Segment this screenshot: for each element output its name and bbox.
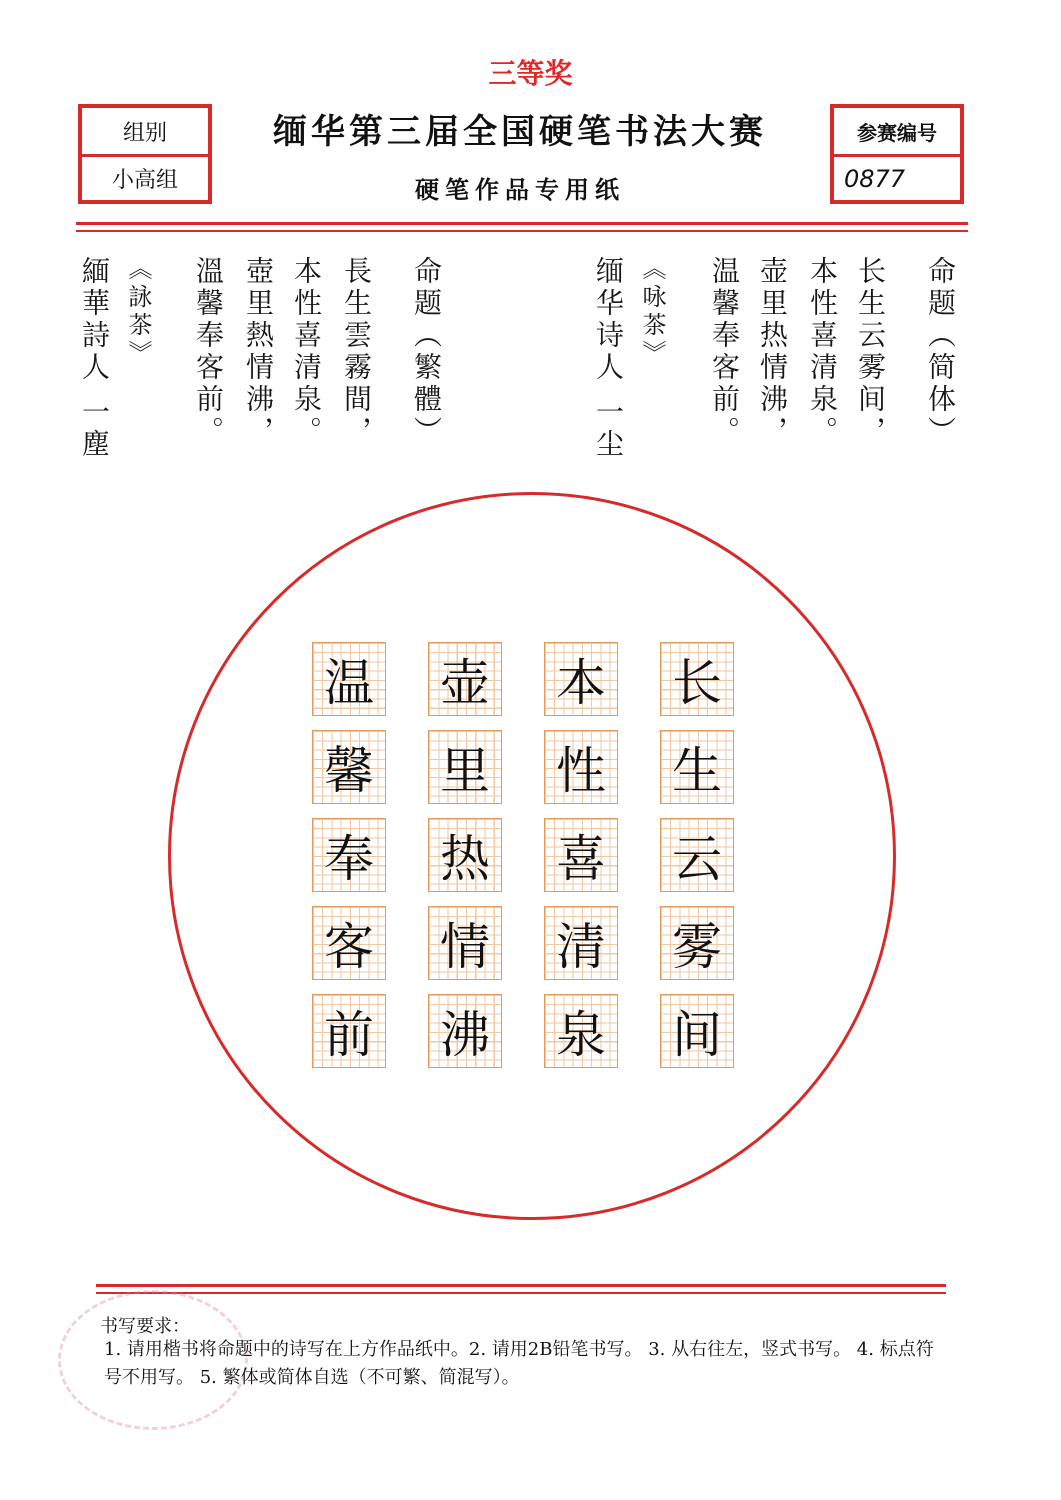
footer-divider-bottom [96,1292,946,1294]
simplified-line-2: 本性喜清泉。 [806,256,839,448]
group-label: 组别 [122,120,167,146]
contest-title: 缅华第三届全国硬笔书法大赛 [273,112,767,152]
artwork-column-1 [660,642,734,1068]
paper-subtitle: 硬笔作品专用纸 [415,176,625,204]
grid-cell: 泉 [544,994,618,1068]
group-value: 小高组 [82,154,208,200]
artwork-column-3 [428,642,502,1068]
grid-cell: 壶 [428,642,502,716]
traditional-line-4: 溫馨奉客前。 [192,256,225,448]
traditional-poem-title: 《詠茶》 [124,256,152,368]
grid-cell: 喜 [544,818,618,892]
entry-box [830,104,964,204]
simplified-heading: 命题（简体） [924,256,957,448]
requirements-body: 1. 请用楷书将命题中的诗写在上方作品纸中。2. 请用2B铅笔书写。 3. 从右往左，竖式书写。 4. 标点符号不用写。 5. 繁体或简体自选（不可繁、简混写）。 [104,1339,934,1388]
footer-divider-top [96,1284,946,1287]
artwork-column-2 [544,642,618,1068]
artwork-column-4 [312,642,386,1068]
traditional-line-3: 壺里熱情沸， [242,256,275,448]
grid-cell: 里 [428,730,502,804]
grid-cell: 温 [312,642,386,716]
traditional-line-1: 長生雲霧間， [340,256,373,448]
traditional-author: 緬華詩人 一塵 [78,256,111,461]
traditional-heading: 命题（繁體） [410,256,443,448]
header-divider-top [76,222,968,225]
grid-cell: 间 [660,994,734,1068]
grid-cell: 云 [660,818,734,892]
entry-label: 参赛编号 [857,120,937,145]
grid-cell: 沸 [428,994,502,1068]
artwork-circle [168,492,896,1220]
grid-cell: 清 [544,906,618,980]
grid-cell: 性 [544,730,618,804]
entry-number: 0877 [834,154,960,200]
grid-cell: 长 [660,642,734,716]
header-divider-bottom [76,230,968,232]
grid-cell: 奉 [312,818,386,892]
grid-cell: 生 [660,730,734,804]
grid-cell: 客 [312,906,386,980]
group-box [78,104,212,204]
simplified-author: 缅华诗人 一尘 [592,256,625,461]
simplified-line-1: 长生云雾间， [854,256,887,448]
simplified-poem-title: 《咏茶》 [638,256,666,368]
simplified-line-3: 壶里热情沸， [756,256,789,448]
traditional-line-2: 本性喜清泉。 [290,256,323,448]
requirements-title: 书写要求： [100,1316,190,1337]
grid-cell: 热 [428,818,502,892]
grid-cell: 本 [544,642,618,716]
grid-cell: 馨 [312,730,386,804]
grid-cell: 情 [428,906,502,980]
grid-cell: 前 [312,994,386,1068]
simplified-line-4: 温馨奉客前。 [708,256,741,448]
grid-cell: 雾 [660,906,734,980]
award-label: 三等奖 [488,57,573,90]
